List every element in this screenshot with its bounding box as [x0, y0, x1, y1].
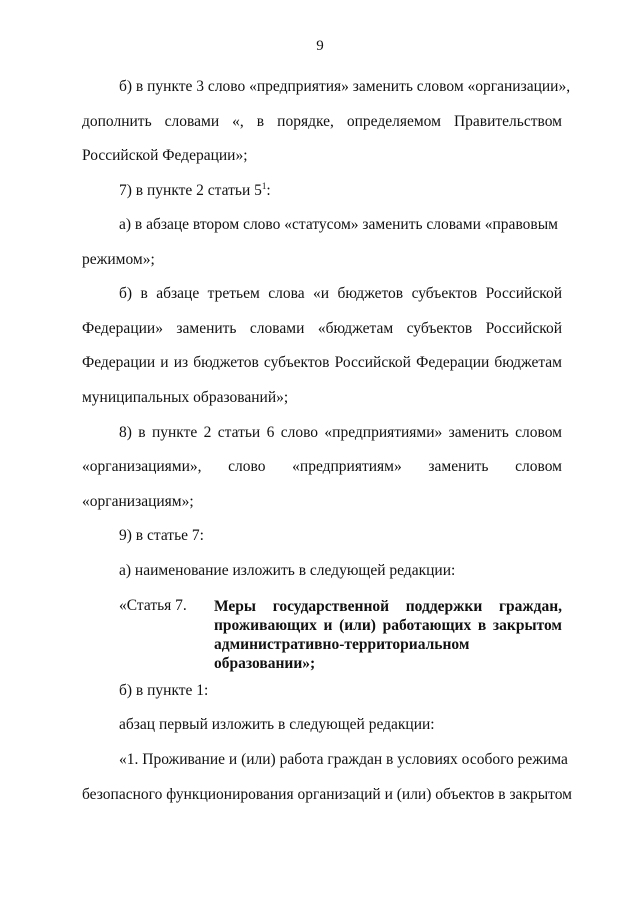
text-line: безопасного функционирования организаций и (или) объектов в закрытом: [82, 786, 572, 803]
text-line: режимом»;: [82, 251, 155, 268]
statute-title-line: проживающих и (или) работающих в закрытом: [214, 617, 562, 634]
superscript: 1: [261, 181, 267, 191]
statute-title-line: образовании»;: [214, 655, 316, 672]
text-line: 9) в статье 7:: [119, 527, 204, 544]
item-7-colon: :: [266, 182, 271, 199]
text-line: Федерации и из бюджетов субъектов Российской Федерации бюджетам: [82, 354, 562, 371]
text-line: «организациями», слово «предприятиям» заменить словом: [82, 458, 562, 475]
page-number: 9: [316, 38, 324, 54]
text-line: б) в пункте 1:: [119, 682, 209, 699]
text-line: «1. Проживание и (или) работа граждан в условиях особого режима: [119, 751, 568, 768]
item-7: [119, 182, 562, 200]
text-line: абзац первый изложить в следующей редакции:: [119, 716, 435, 733]
text-line: 8) в пункте 2 статьи 6 слово «предприятиями» заменить словом: [119, 424, 562, 441]
text-line: Федерации» заменить словами «бюджетам субъектов Российской: [82, 320, 562, 337]
text-line: «организациям»;: [82, 493, 194, 510]
text-line: б) в абзаце третьем слова «и бюджетов субъектов Российской: [119, 285, 562, 302]
statute-title-line: административно-территориальном: [214, 636, 470, 653]
text-line: а) наименование изложить в следующей редакции:: [119, 562, 456, 579]
text-line: дополнить словами «, в порядке, определяемом Правительством: [82, 113, 562, 130]
text-line: Российской Федерации»;: [82, 147, 248, 164]
statute-title-line: Меры государственной поддержки граждан,: [214, 598, 562, 615]
text-line: муниципальных образований»;: [82, 389, 289, 406]
text-line: а) в абзаце втором слово «статусом» заменить словами «правовым: [119, 216, 558, 233]
item-7-text: 7) в пункте 2 статьи 5: [119, 182, 262, 199]
text-line: б) в пункте 3 слово «предприятия» заменить словом «организации»,: [119, 78, 571, 95]
statute-label: «Статья 7.: [119, 597, 187, 614]
